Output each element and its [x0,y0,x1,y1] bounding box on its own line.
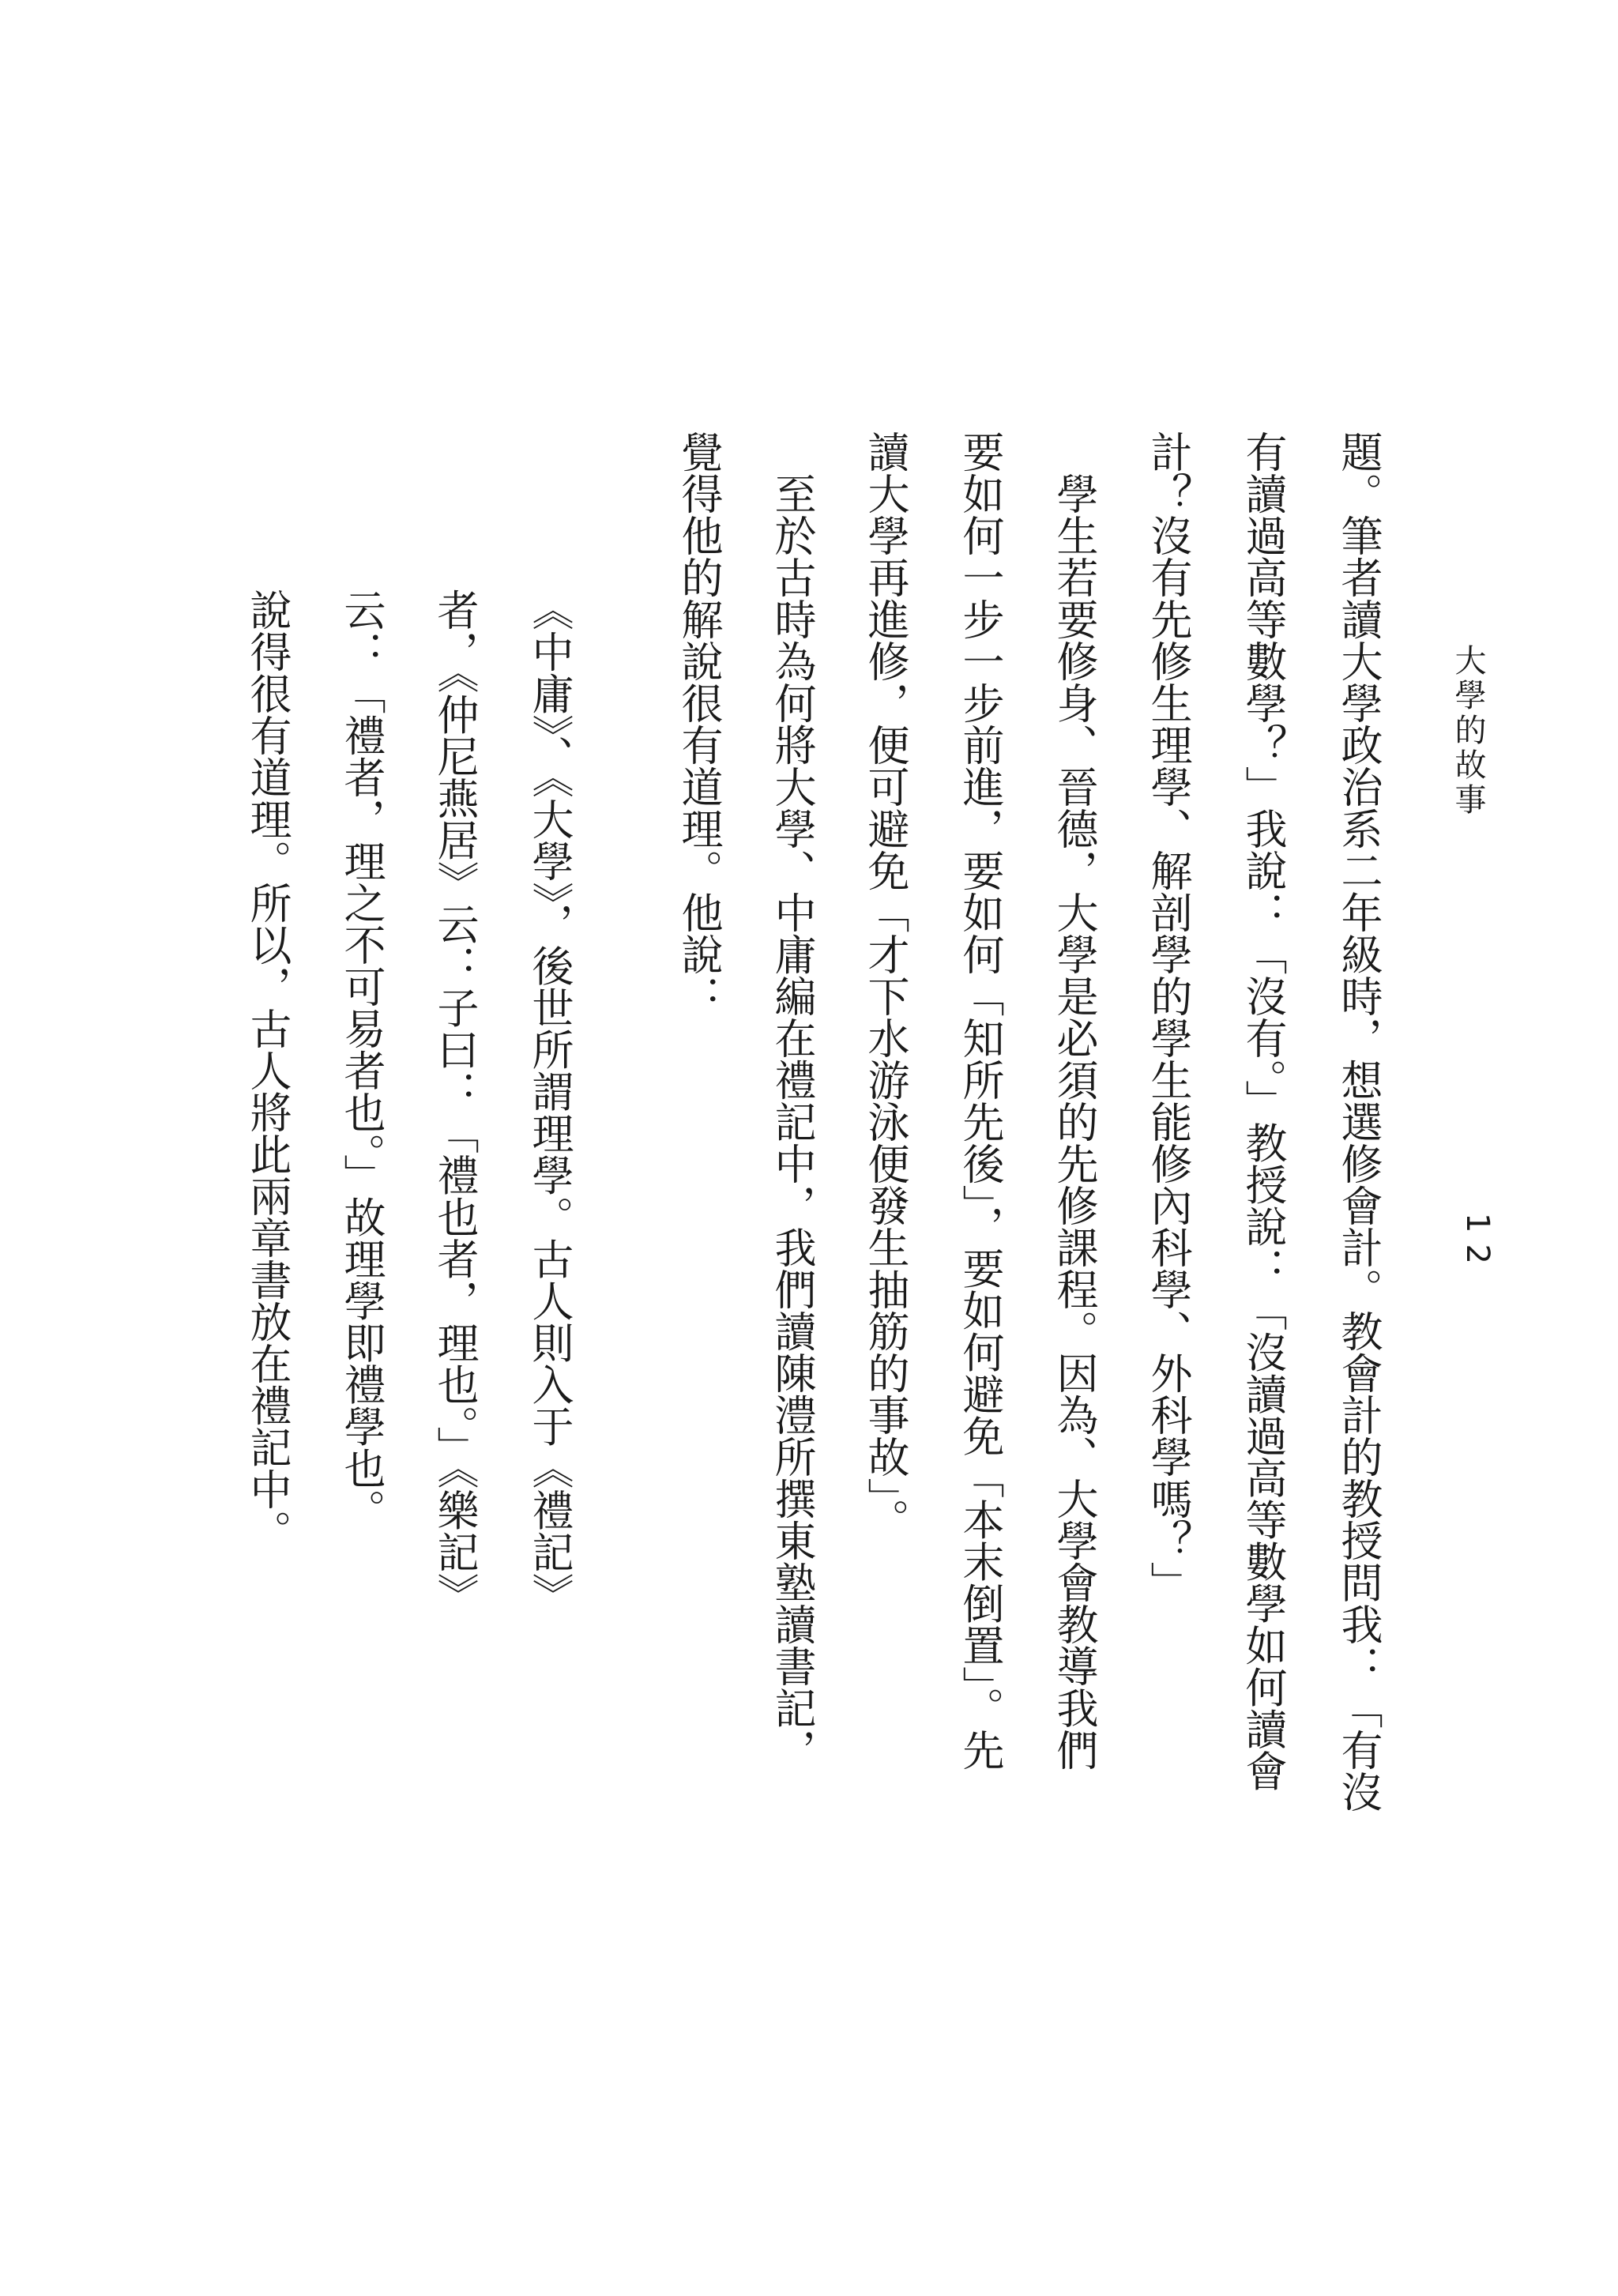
quote-line-2: 者，《仲尼燕居》云：子曰：「禮也者，理也。」《樂記》 [431,589,479,1615]
body-line-1: 題。筆者讀大學政治系二年級時，想選修會計。教會計的教授問我：「有沒 [1334,431,1383,1812]
body-line-3: 計？沒有先修生理學、解剖學的學生能修內科學、外科學嗎？」 [1144,431,1192,1603]
body-line-8: 覺得他的解說很有道理。他說： [675,431,723,1017]
running-header-title: 大學的故事 [1450,644,1486,818]
body-line-7: 至於古時為何將大學、中庸編在禮記中，我們讀陳澧所撰東塾讀書記， [768,431,816,1771]
body-line-5: 要如何一步一步前進，要如何「知所先後」，要如何避免「本末倒置」。先 [956,431,1004,1771]
quote-line-3: 云：「禮者，理之不可易者也。」故理學即禮學也。 [337,589,386,1531]
quote-line-1: 《中庸》、《大學》，後世所謂理學。古人則入于《禮記》 [525,589,574,1615]
quote-line-4: 說得很有道理。所以，古人將此兩章書放在禮記中。 [243,589,292,1552]
body-line-6: 讀大學再進修，便可避免「才下水游泳便發生抽筋的事故」。 [861,431,909,1541]
body-line-4: 學生若要修身、晉德，大學是必須的先修課程。因為、大學會教導我們 [1050,431,1098,1771]
page-number: 12 [1459,1213,1496,1275]
body-line-2: 有讀過高等數學？」我說：「沒有。」教授說：「沒讀過高等數學如何讀會 [1239,431,1287,1792]
